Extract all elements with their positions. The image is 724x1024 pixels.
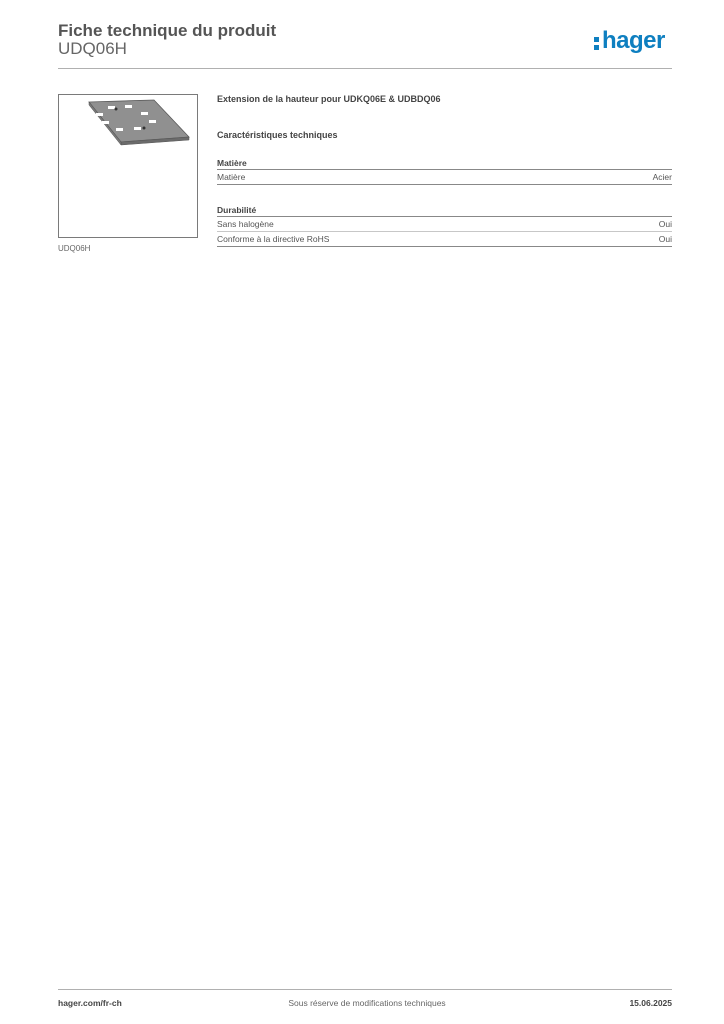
footer-date: 15.06.2025 — [629, 998, 672, 1008]
spec-label: Conforme à la directive RoHS — [217, 234, 330, 244]
group-title-durabilite: Durabilité — [217, 204, 672, 217]
footer-website-link[interactable]: hager.com/fr-ch — [58, 998, 122, 1008]
group-title-matiere: Matière — [217, 157, 672, 170]
group-matiere — [217, 170, 672, 185]
spec-row — [217, 217, 672, 232]
document-title: Fiche technique du produit — [58, 21, 277, 40]
product-details — [217, 94, 672, 247]
spec-row — [217, 232, 672, 247]
spec-value: Oui — [658, 234, 672, 244]
spec-label: Sans halogène — [217, 219, 274, 229]
logo-colon-icon — [594, 27, 600, 55]
footer-disclaimer: Sous réserve de modifications techniques — [288, 998, 446, 1008]
product-code: UDQ06H — [58, 39, 127, 58]
spec-value: Oui — [658, 219, 672, 229]
spec-row — [217, 170, 672, 185]
product-description: Extension de la hauteur pour UDKQ06E & UDBDQ06 — [217, 94, 441, 104]
hager-logo — [594, 27, 665, 55]
image-caption: UDQ06H — [58, 244, 91, 253]
section-title: Caractéristiques techniques — [217, 130, 338, 140]
logo-text: hager — [602, 27, 665, 54]
footer-divider — [58, 989, 672, 990]
header-divider — [58, 68, 672, 69]
spec-label: Matière — [217, 172, 246, 182]
group-durabilite — [217, 217, 672, 247]
product-image — [58, 94, 198, 238]
spec-value: Acier — [652, 172, 672, 182]
mounting-plate-drawing — [59, 95, 197, 237]
